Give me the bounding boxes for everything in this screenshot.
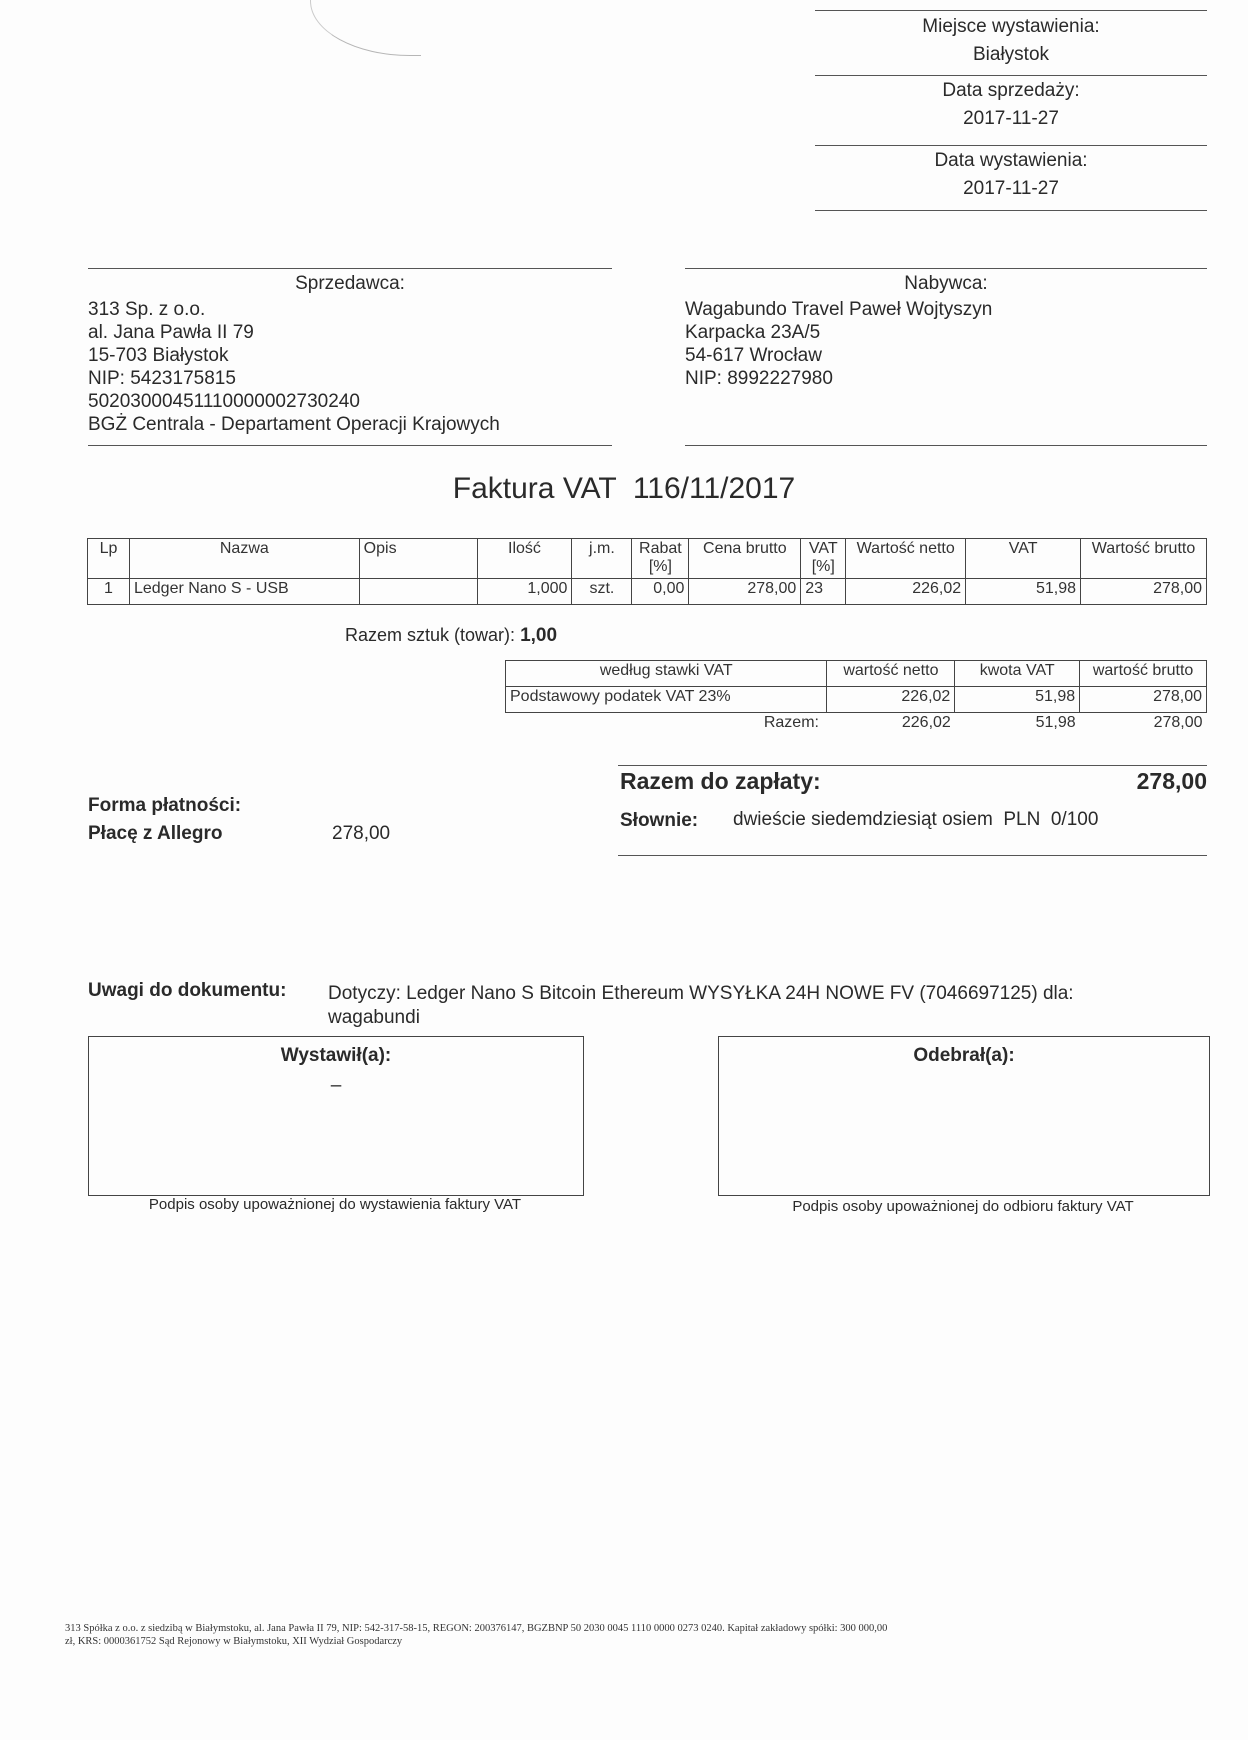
- cell-netto: 226,02: [846, 579, 966, 605]
- seller-bank: BGŻ Centrala - Departament Operacji Krajowych: [88, 414, 500, 435]
- receiver-signature-box: [718, 1036, 1210, 1196]
- vat-summary-header-row: [506, 661, 1207, 687]
- sale-date-label: Data sprzedaży:: [942, 80, 1080, 101]
- vat-amount: 51,98: [955, 687, 1080, 713]
- seller-heading: Sprzedawca:: [295, 273, 405, 294]
- quantity-total: [345, 625, 557, 647]
- divider: [88, 445, 612, 446]
- due-words-value: dwieście siedemdziesiąt osiem PLN 0/100: [733, 809, 1099, 830]
- buyer-details: [685, 298, 992, 390]
- issuer-signature-box: [88, 1036, 584, 1196]
- divider: [815, 10, 1207, 11]
- divider: [685, 445, 1207, 446]
- col-header-jm: j.m.: [572, 539, 632, 579]
- issuer-value: –: [330, 1075, 342, 1096]
- cell-lp: 1: [88, 579, 130, 605]
- issue-date-value: 2017-11-27: [963, 178, 1059, 199]
- vat-total-netto: 226,02: [901, 714, 951, 731]
- col-header-vat: VAT: [966, 539, 1081, 579]
- quantity-total-value: 1,00: [520, 625, 558, 646]
- seller-name: 313 Sp. z o.o.: [88, 299, 206, 320]
- divider: [815, 145, 1207, 146]
- divider: [815, 75, 1207, 76]
- buyer-name: Wagabundo Travel Paweł Wojtyszyn: [685, 299, 993, 320]
- due-words-label: Słownie:: [620, 810, 699, 831]
- vat-total-label: Razem:: [763, 714, 819, 731]
- buyer-street: Karpacka 23A/5: [685, 322, 821, 343]
- cell-brutto: 278,00: [1081, 579, 1207, 605]
- cell-nazwa: Ledger Nano S - USB: [129, 579, 359, 605]
- col-header-netto: Wartość netto: [846, 539, 966, 579]
- cell-ilosc: 1,000: [477, 579, 572, 605]
- vat-total-vat: 51,98: [1035, 714, 1076, 731]
- footer-line-1: 313 Spółka z o.o. z siedzibą w Białymstoku, al. Jana Pawła II 79, NIP: 542-317-58-15, REGON: 200376147, BGZBNP 50 2030 0045 1110 0000 0273 0240. Kapitał zakładowy spółki: 300 000,00: [65, 1623, 888, 1634]
- cell-vat-pct: 23: [801, 579, 846, 605]
- sale-date-value: 2017-11-27: [963, 108, 1059, 129]
- cell-cena: 278,00: [689, 579, 801, 605]
- footer-line-2: zł, KRS: 0000361752 Sąd Rejonowy w Białymstoku, XII Wydział Gospodarczy: [65, 1636, 403, 1647]
- items-header-row: [88, 539, 1207, 579]
- buyer-nip: NIP: 8992227980: [685, 368, 833, 389]
- payment-heading: Forma płatności:: [88, 795, 242, 816]
- seller-details: [88, 298, 500, 436]
- quantity-total-label: Razem sztuk (towar):: [345, 625, 516, 645]
- table-row: [88, 579, 1207, 605]
- notes-label: Uwagi do dokumentu:: [88, 980, 287, 1001]
- divider: [618, 765, 1207, 766]
- vat-rate: Podstawowy podatek VAT 23%: [506, 687, 827, 713]
- footer-note: [65, 1622, 1185, 1648]
- vat-total-row: [506, 713, 1207, 739]
- vat-netto: 226,02: [827, 687, 955, 713]
- seller-account: 50203000451110000002730240: [88, 391, 360, 412]
- col-header-nazwa: Nazwa: [129, 539, 359, 579]
- due-amount: 278,00: [1136, 768, 1207, 794]
- vat-header-netto: wartość netto: [827, 661, 955, 687]
- place-label: Miejsce wystawienia:: [922, 16, 1100, 37]
- col-header-rabat: Rabat [%]: [632, 539, 689, 579]
- document-title: Faktura VAT 116/11/2017: [452, 472, 796, 505]
- vat-summary-table: [505, 660, 1207, 739]
- col-header-vat-pct: VAT [%]: [801, 539, 846, 579]
- cell-jm: szt.: [572, 579, 632, 605]
- notes-text: [328, 982, 1074, 1030]
- vat-header-brutto: wartość brutto: [1080, 661, 1207, 687]
- vat-header-rate: według stawki VAT: [506, 661, 827, 687]
- table-row: [506, 687, 1207, 713]
- cell-opis: [359, 579, 477, 605]
- col-header-brutto: Wartość brutto: [1081, 539, 1207, 579]
- vat-header-vat: kwota VAT: [955, 661, 1080, 687]
- divider: [815, 210, 1207, 211]
- divider: [685, 268, 1207, 269]
- vat-total-brutto: 278,00: [1153, 714, 1203, 731]
- seller-city: 15-703 Białystok: [88, 345, 229, 366]
- receiver-label: Odebrał(a):: [913, 1045, 1015, 1066]
- cell-rabat: 0,00: [632, 579, 689, 605]
- buyer-heading: Nabywca:: [904, 273, 988, 294]
- buyer-city: 54-617 Wrocław: [685, 345, 822, 366]
- col-header-cena: Cena brutto: [689, 539, 801, 579]
- col-header-lp: Lp: [88, 539, 130, 579]
- issue-date-label: Data wystawienia:: [934, 150, 1088, 171]
- vat-brutto: 278,00: [1080, 687, 1207, 713]
- place-value: Białystok: [972, 44, 1050, 65]
- notes-line-1: Dotyczy: Ledger Nano S Bitcoin Ethereum WYSYŁKA 24H NOWE FV (7046697125) dla:: [328, 983, 1074, 1004]
- due-label: Razem do zapłaty:: [620, 768, 821, 794]
- issuer-label: Wystawił(a):: [280, 1045, 392, 1066]
- receiver-caption: Podpis osoby upoważnionej do odbioru faktury VAT: [792, 1198, 1134, 1215]
- divider: [618, 855, 1207, 856]
- cell-vat: 51,98: [966, 579, 1081, 605]
- items-table: [87, 538, 1207, 605]
- divider: [88, 268, 612, 269]
- payment-amount: 278,00: [332, 823, 391, 844]
- issuer-caption: Podpis osoby upoważnionej do wystawienia faktury VAT: [148, 1196, 522, 1213]
- seller-street: al. Jana Pawła II 79: [88, 322, 254, 343]
- col-header-ilosc: Ilość: [477, 539, 572, 579]
- notes-line-2: wagabundi: [328, 1007, 420, 1028]
- seller-nip: NIP: 5423175815: [88, 368, 236, 389]
- payment-method: Płacę z Allegro: [88, 823, 223, 844]
- col-header-opis: Opis: [359, 539, 477, 579]
- scan-artifact: [310, 0, 421, 56]
